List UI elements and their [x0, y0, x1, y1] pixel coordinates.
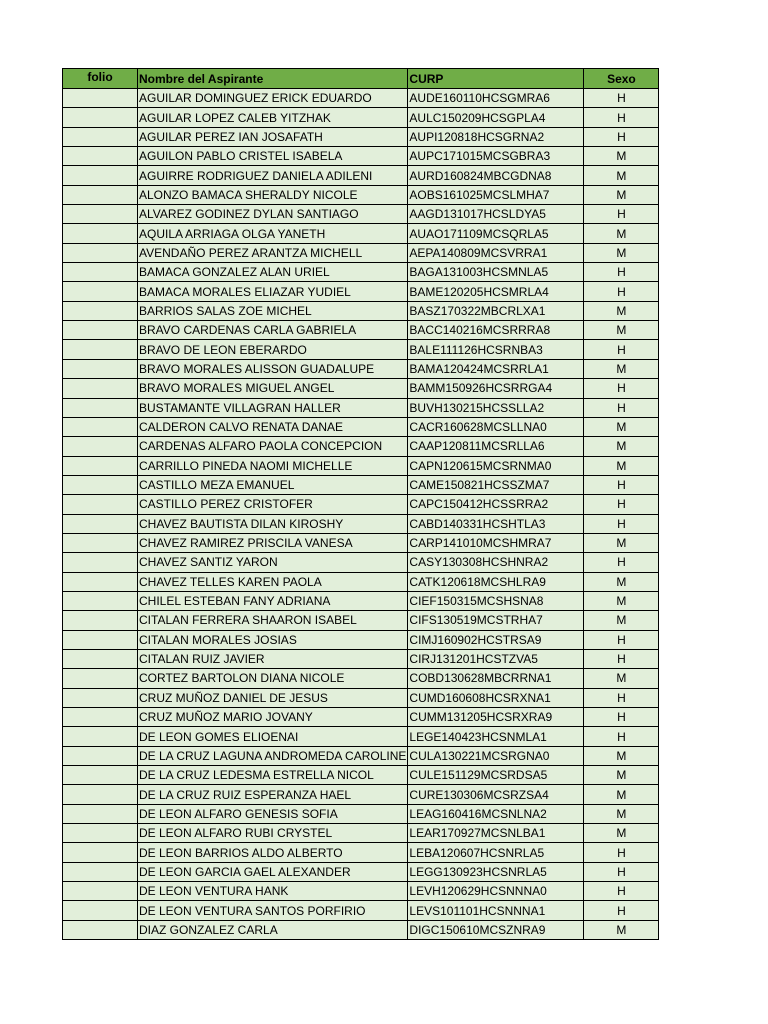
cell-curp[interactable]: CABD140331HCSHTLA3	[408, 514, 584, 533]
cell-curp[interactable]: AAGD131017HCSLDYA5	[408, 205, 584, 224]
cell-sexo[interactable]: M	[584, 766, 659, 785]
cell-curp[interactable]: CIEF150315MCSHSNA8	[408, 591, 584, 610]
cell-sexo[interactable]: H	[584, 282, 659, 301]
cell-folio[interactable]	[63, 766, 138, 785]
cell-folio[interactable]	[63, 398, 138, 417]
cell-curp[interactable]: CIMJ160902HCSTRSA9	[408, 630, 584, 649]
cell-folio[interactable]	[63, 379, 138, 398]
table-row	[63, 340, 659, 359]
cell-folio[interactable]	[63, 224, 138, 243]
cell-folio[interactable]	[63, 649, 138, 668]
cell-sexo[interactable]: H	[584, 108, 659, 127]
cell-name[interactable]: BRAVO MORALES MIGUEL ANGEL	[138, 379, 408, 398]
cell-folio[interactable]	[63, 205, 138, 224]
cell-curp[interactable]: AUPI120818HCSGRNA2	[408, 127, 584, 146]
cell-sexo[interactable]: H	[584, 379, 659, 398]
cell-name[interactable]: AGUILON PABLO CRISTEL ISABELA	[138, 147, 408, 166]
table-row	[63, 630, 659, 649]
cell-sexo[interactable]: M	[584, 166, 659, 185]
cell-folio[interactable]	[63, 359, 138, 378]
aspirants-table	[62, 68, 659, 940]
cell-folio[interactable]	[63, 185, 138, 204]
cell-sexo[interactable]: H	[584, 205, 659, 224]
cell-name[interactable]: CARRILLO PINEDA NAOMI MICHELLE	[138, 456, 408, 475]
table-row	[63, 901, 659, 920]
table-row	[63, 553, 659, 572]
cell-folio[interactable]	[63, 669, 138, 688]
cell-name[interactable]: BARRIOS SALAS ZOE MICHEL	[138, 301, 408, 320]
cell-sexo[interactable]: M	[584, 437, 659, 456]
cell-curp[interactable]: BALE111126HCSRNBA3	[408, 340, 584, 359]
cell-sexo[interactable]: H	[584, 630, 659, 649]
cell-name[interactable]: AGUIRRE RODRIGUEZ DANIELA ADILENI	[138, 166, 408, 185]
cell-sexo[interactable]: M	[584, 243, 659, 262]
table-row	[63, 437, 659, 456]
cell-name[interactable]: DE LEON VENTURA SANTOS PORFIRIO	[138, 901, 408, 920]
cell-name[interactable]: AGUILAR DOMINGUEZ ERICK EDUARDO	[138, 89, 408, 108]
cell-name[interactable]: CITALAN RUIZ JAVIER	[138, 649, 408, 668]
cell-folio[interactable]	[63, 804, 138, 823]
cell-name[interactable]: DE LEON VENTURA HANK	[138, 882, 408, 901]
cell-folio[interactable]	[63, 862, 138, 881]
cell-folio[interactable]	[63, 533, 138, 552]
table-row	[63, 746, 659, 765]
cell-sexo[interactable]: M	[584, 824, 659, 843]
table-row	[63, 398, 659, 417]
cell-name[interactable]: DE LA CRUZ RUIZ ESPERANZA HAEL	[138, 785, 408, 804]
table-row	[63, 417, 659, 436]
cell-name[interactable]: CASTILLO PEREZ CRISTOFER	[138, 495, 408, 514]
cell-curp[interactable]: AOBS161025MCSLMHA7	[408, 185, 584, 204]
cell-folio[interactable]	[63, 824, 138, 843]
table-row	[63, 166, 659, 185]
cell-folio[interactable]	[63, 572, 138, 591]
table-row	[63, 785, 659, 804]
table-row	[63, 649, 659, 668]
cell-name[interactable]: BRAVO DE LEON EBERARDO	[138, 340, 408, 359]
cell-curp[interactable]: CAAP120811MCSRLLA6	[408, 437, 584, 456]
cell-folio[interactable]	[63, 901, 138, 920]
cell-folio[interactable]	[63, 475, 138, 494]
cell-folio[interactable]	[63, 417, 138, 436]
cell-name[interactable]: DE LA CRUZ LEDESMA ESTRELLA NICOL	[138, 766, 408, 785]
cell-sexo[interactable]: M	[584, 417, 659, 436]
cell-curp[interactable]: CULE151129MCSRDSA5	[408, 766, 584, 785]
cell-curp[interactable]: CAPC150412HCSSRRA2	[408, 495, 584, 514]
cell-sexo[interactable]: H	[584, 862, 659, 881]
cell-folio[interactable]	[63, 321, 138, 340]
table-row	[63, 243, 659, 262]
cell-name[interactable]: CRUZ MUÑOZ MARIO JOVANY	[138, 708, 408, 727]
cell-curp[interactable]: LEVS101101HCSNNNA1	[408, 901, 584, 920]
cell-curp[interactable]: CAME150821HCSSZMA7	[408, 475, 584, 494]
cell-folio[interactable]	[63, 611, 138, 630]
cell-folio[interactable]	[63, 882, 138, 901]
table-row	[63, 185, 659, 204]
cell-name[interactable]: CARDENAS ALFARO PAOLA CONCEPCION	[138, 437, 408, 456]
cell-curp[interactable]: AEPA140809MCSVRRA1	[408, 243, 584, 262]
table-row	[63, 824, 659, 843]
cell-sexo[interactable]: H	[584, 127, 659, 146]
table-row	[63, 301, 659, 320]
cell-curp[interactable]: CARP141010MCSHMRA7	[408, 533, 584, 552]
cell-folio[interactable]	[63, 437, 138, 456]
table-row	[63, 224, 659, 243]
table-row	[63, 205, 659, 224]
cell-name[interactable]: DE LA CRUZ LAGUNA ANDROMEDA CAROLINE	[138, 746, 408, 765]
cell-sexo[interactable]: M	[584, 533, 659, 552]
cell-curp[interactable]: CUMD160608HCSRXNA1	[408, 688, 584, 707]
cell-folio[interactable]	[63, 89, 138, 108]
cell-sexo[interactable]: M	[584, 611, 659, 630]
cell-sexo[interactable]: M	[584, 785, 659, 804]
header-sexo[interactable]: Sexo	[584, 69, 659, 89]
cell-sexo[interactable]: H	[584, 727, 659, 746]
cell-name[interactable]: CITALAN FERRERA SHAARON ISABEL	[138, 611, 408, 630]
cell-sexo[interactable]: M	[584, 456, 659, 475]
cell-curp[interactable]: LEAR170927MCSNLBA1	[408, 824, 584, 843]
cell-curp[interactable]: BAMA120424MCSRRLA1	[408, 359, 584, 378]
table-row	[63, 456, 659, 475]
cell-folio[interactable]	[63, 785, 138, 804]
cell-sexo[interactable]: M	[584, 669, 659, 688]
cell-curp[interactable]: CULA130221MCSRGNA0	[408, 746, 584, 765]
cell-curp[interactable]: AULC150209HCSGPLA4	[408, 108, 584, 127]
cell-folio[interactable]	[63, 282, 138, 301]
table-row	[63, 882, 659, 901]
cell-sexo[interactable]: H	[584, 553, 659, 572]
cell-curp[interactable]: BUVH130215HCSSLLA2	[408, 398, 584, 417]
table-row	[63, 495, 659, 514]
table-row	[63, 321, 659, 340]
table-row	[63, 263, 659, 282]
table-row	[63, 669, 659, 688]
cell-sexo[interactable]: H	[584, 89, 659, 108]
cell-name[interactable]: BRAVO MORALES ALISSON GUADALUPE	[138, 359, 408, 378]
header-folio[interactable]: folio	[63, 69, 138, 89]
cell-folio[interactable]	[63, 843, 138, 862]
cell-folio[interactable]	[63, 340, 138, 359]
cell-curp[interactable]: BASZ170322MBCRLXA1	[408, 301, 584, 320]
table-row	[63, 591, 659, 610]
table-row	[63, 572, 659, 591]
cell-curp[interactable]: LEAG160416MCSNLNA2	[408, 804, 584, 823]
cell-folio[interactable]	[63, 495, 138, 514]
cell-curp[interactable]: COBD130628MBCRRNA1	[408, 669, 584, 688]
cell-name[interactable]: AGUILAR PEREZ IAN JOSAFATH	[138, 127, 408, 146]
cell-folio[interactable]	[63, 147, 138, 166]
table-row	[63, 108, 659, 127]
cell-curp[interactable]: CATK120618MCSHLRA9	[408, 572, 584, 591]
cell-name[interactable]: CALDERON CALVO RENATA DANAE	[138, 417, 408, 436]
table-row	[63, 533, 659, 552]
cell-curp[interactable]: CURE130306MCSRZSA4	[408, 785, 584, 804]
cell-sexo[interactable]: H	[584, 514, 659, 533]
cell-curp[interactable]: BAMM150926HCSRRGA4	[408, 379, 584, 398]
cell-curp[interactable]: CACR160628MCSLLNA0	[408, 417, 584, 436]
cell-name[interactable]: CRUZ MUÑOZ DANIEL DE JESUS	[138, 688, 408, 707]
cell-folio[interactable]	[63, 708, 138, 727]
cell-sexo[interactable]: M	[584, 359, 659, 378]
cell-name[interactable]: CASTILLO MEZA EMANUEL	[138, 475, 408, 494]
cell-folio[interactable]	[63, 301, 138, 320]
cell-folio[interactable]	[63, 108, 138, 127]
cell-sexo[interactable]: M	[584, 147, 659, 166]
cell-name[interactable]: DE LEON ALFARO GENESIS SOFIA	[138, 804, 408, 823]
cell-curp[interactable]: CUMM131205HCSRXRA9	[408, 708, 584, 727]
header-row	[63, 69, 659, 89]
table-row	[63, 688, 659, 707]
cell-name[interactable]: DE LEON ALFARO RUBI CRYSTEL	[138, 824, 408, 843]
table-row	[63, 359, 659, 378]
cell-sexo[interactable]: M	[584, 185, 659, 204]
cell-name[interactable]: AVENDAÑO PEREZ ARANTZA MICHELL	[138, 243, 408, 262]
cell-sexo[interactable]: H	[584, 475, 659, 494]
table-row	[63, 611, 659, 630]
cell-folio[interactable]	[63, 591, 138, 610]
cell-name[interactable]: BAMACA MORALES ELIAZAR YUDIEL	[138, 282, 408, 301]
table-row	[63, 727, 659, 746]
cell-curp[interactable]: CASY130308HCSHNRA2	[408, 553, 584, 572]
cell-folio[interactable]	[63, 630, 138, 649]
cell-name[interactable]: CHAVEZ BAUTISTA DILAN KIROSHY	[138, 514, 408, 533]
table-row	[63, 708, 659, 727]
cell-curp[interactable]: LEGE140423HCSNMLA1	[408, 727, 584, 746]
table-row	[63, 514, 659, 533]
cell-sexo[interactable]: M	[584, 301, 659, 320]
cell-name[interactable]: DE LEON GOMES ELIOENAI	[138, 727, 408, 746]
table-row	[63, 862, 659, 881]
cell-folio[interactable]	[63, 553, 138, 572]
cell-curp[interactable]: DIGC150610MCSZNRA9	[408, 920, 584, 939]
cell-curp[interactable]: BACC140216MCSRRRA8	[408, 321, 584, 340]
cell-name[interactable]: DE LEON BARRIOS ALDO ALBERTO	[138, 843, 408, 862]
cell-curp[interactable]: AUDE160110HCSGMRA6	[408, 89, 584, 108]
cell-folio[interactable]	[63, 727, 138, 746]
cell-folio[interactable]	[63, 920, 138, 939]
table-row	[63, 89, 659, 108]
cell-sexo[interactable]: H	[584, 882, 659, 901]
cell-name[interactable]: CHILEL ESTEBAN FANY ADRIANA	[138, 591, 408, 610]
cell-curp[interactable]: CIRJ131201HCSTZVA5	[408, 649, 584, 668]
cell-sexo[interactable]: H	[584, 843, 659, 862]
cell-folio[interactable]	[63, 127, 138, 146]
cell-sexo[interactable]: M	[584, 321, 659, 340]
cell-sexo[interactable]: H	[584, 649, 659, 668]
cell-name[interactable]: CITALAN MORALES JOSIAS	[138, 630, 408, 649]
cell-name[interactable]: AQUILA ARRIAGA OLGA YANETH	[138, 224, 408, 243]
table-row	[63, 766, 659, 785]
table-row	[63, 147, 659, 166]
cell-folio[interactable]	[63, 263, 138, 282]
cell-curp[interactable]: LEBA120607HCSNRLA5	[408, 843, 584, 862]
cell-name[interactable]: CHAVEZ RAMIREZ PRISCILA VANESA	[138, 533, 408, 552]
table-body	[63, 89, 659, 940]
cell-sexo[interactable]: H	[584, 340, 659, 359]
header-name[interactable]: Nombre del Aspirante	[138, 69, 408, 89]
spreadsheet	[62, 68, 659, 940]
cell-name[interactable]: BUSTAMANTE VILLAGRAN HALLER	[138, 398, 408, 417]
cell-name[interactable]: CHAVEZ SANTIZ YARON	[138, 553, 408, 572]
header-curp[interactable]: CURP	[408, 69, 584, 89]
cell-sexo[interactable]: H	[584, 901, 659, 920]
cell-sexo[interactable]: H	[584, 688, 659, 707]
cell-sexo[interactable]: M	[584, 572, 659, 591]
cell-curp[interactable]: BAGA131003HCSMNLA5	[408, 263, 584, 282]
cell-curp[interactable]: AUAO171109MCSQRLA5	[408, 224, 584, 243]
cell-curp[interactable]: LEVH120629HCSNNNA0	[408, 882, 584, 901]
cell-sexo[interactable]: H	[584, 708, 659, 727]
cell-name[interactable]: CHAVEZ TELLES KAREN PAOLA	[138, 572, 408, 591]
cell-name[interactable]: DE LEON GARCIA GAEL ALEXANDER	[138, 862, 408, 881]
cell-folio[interactable]	[63, 514, 138, 533]
cell-sexo[interactable]: H	[584, 263, 659, 282]
cell-name[interactable]: DIAZ GONZALEZ CARLA	[138, 920, 408, 939]
table-row	[63, 379, 659, 398]
cell-curp[interactable]: CAPN120615MCSRNMA0	[408, 456, 584, 475]
cell-sexo[interactable]: M	[584, 591, 659, 610]
cell-folio[interactable]	[63, 688, 138, 707]
cell-sexo[interactable]: M	[584, 746, 659, 765]
cell-curp[interactable]: AUPC171015MCSGBRA3	[408, 147, 584, 166]
cell-sexo[interactable]: M	[584, 224, 659, 243]
table-row	[63, 475, 659, 494]
table-row	[63, 127, 659, 146]
cell-sexo[interactable]: M	[584, 920, 659, 939]
cell-curp[interactable]: CIFS130519MCSTRHA7	[408, 611, 584, 630]
cell-folio[interactable]	[63, 456, 138, 475]
cell-curp[interactable]: LEGG130923HCSNRLA5	[408, 862, 584, 881]
cell-name[interactable]: CORTEZ BARTOLON DIANA NICOLE	[138, 669, 408, 688]
cell-sexo[interactable]: H	[584, 398, 659, 417]
cell-folio[interactable]	[63, 746, 138, 765]
table-row	[63, 843, 659, 862]
cell-folio[interactable]	[63, 243, 138, 262]
cell-name[interactable]: ALVAREZ GODINEZ DYLAN SANTIAGO	[138, 205, 408, 224]
cell-sexo[interactable]: H	[584, 495, 659, 514]
cell-folio[interactable]	[63, 166, 138, 185]
cell-name[interactable]: AGUILAR LOPEZ CALEB YITZHAK	[138, 108, 408, 127]
cell-curp[interactable]: BAME120205HCSMRLA4	[408, 282, 584, 301]
cell-name[interactable]: ALONZO BAMACA SHERALDY NICOLE	[138, 185, 408, 204]
table-row	[63, 804, 659, 823]
cell-curp[interactable]: AURD160824MBCGDNA8	[408, 166, 584, 185]
table-row	[63, 920, 659, 939]
cell-name[interactable]: BRAVO CARDENAS CARLA GABRIELA	[138, 321, 408, 340]
table-row	[63, 282, 659, 301]
cell-sexo[interactable]: M	[584, 804, 659, 823]
cell-name[interactable]: BAMACA GONZALEZ ALAN URIEL	[138, 263, 408, 282]
